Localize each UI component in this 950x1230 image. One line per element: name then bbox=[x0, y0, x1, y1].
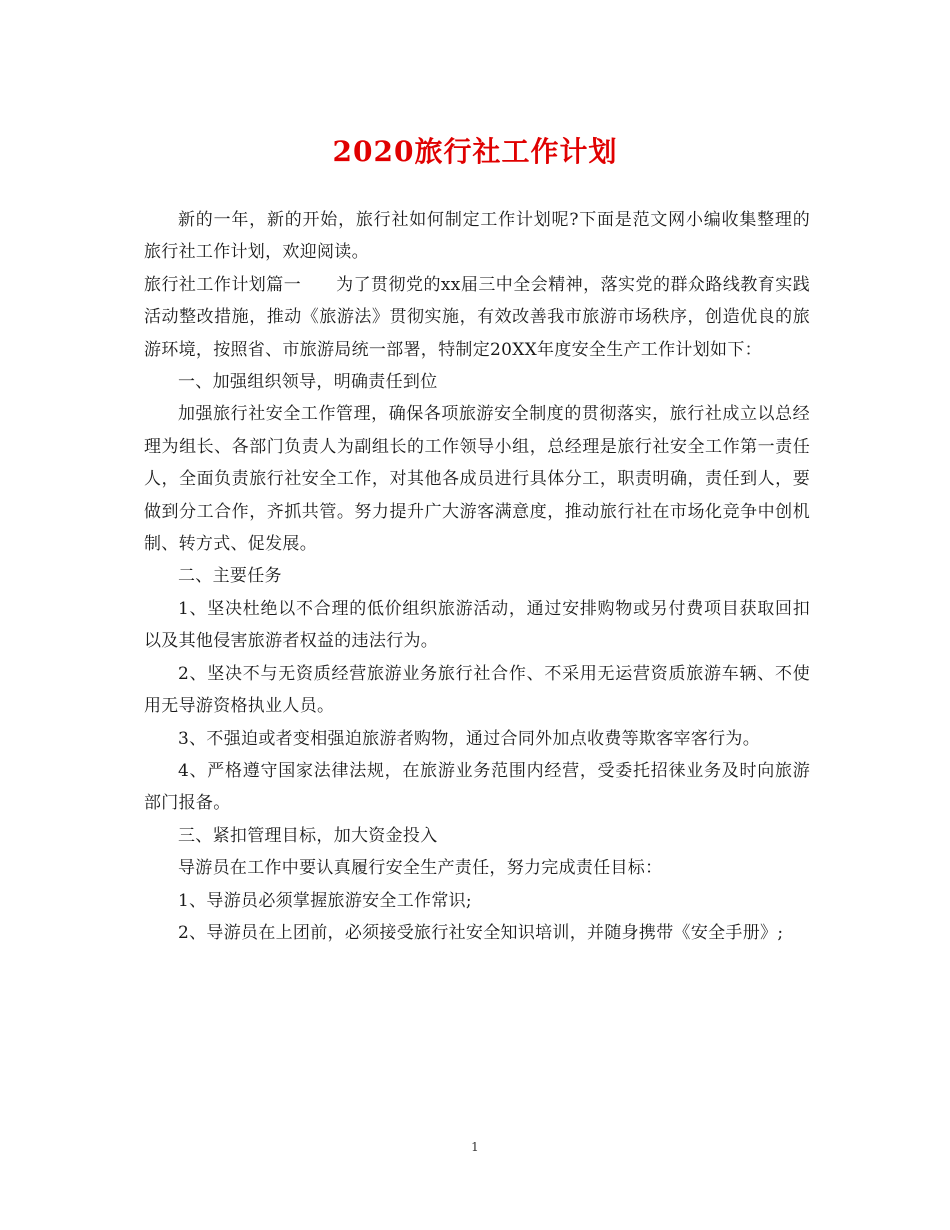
paragraph-plan-one: 旅行社工作计划篇一 为了贯彻党的xx届三中全会精神，落实党的群众路线教育实践活动整改措施，推动《旅游法》贯彻实施，有效改善我市旅游市场秩序，创造优良的旅游环境，按照省、市旅游局统一部署，特制定20XX年度安全生产工作计划如下： bbox=[144, 274, 810, 360]
paragraph-intro: 新的一年，新的开始，旅行社如何制定工作计划呢?下面是范文网小编收集整理的旅行社工作计划，欢迎阅读。 bbox=[144, 210, 810, 263]
list-item-guide-2: 2、导游员在上团前，必须接受旅行社安全知识培训，并随身携带《安全手册》; bbox=[178, 922, 784, 943]
list-item-guide-1: 1、导游员必须掌握旅游安全工作常识; bbox=[178, 890, 472, 911]
list-item-task-2: 2、坚决不与无资质经营旅游业务旅行社合作、不采用无运营资质旅游车辆、不使用无导游资格执业人员。 bbox=[144, 663, 810, 717]
paragraph-section-three: 导游员在工作中要认真履行安全生产责任，努力完成责任目标： bbox=[178, 858, 663, 879]
list-item-task-1: 1、坚决杜绝以不合理的低价组织旅游活动，通过安排购物或另付费项目获取回扣以及其他侵害旅游者权益的违法行为。 bbox=[144, 598, 810, 652]
page-number: 1 bbox=[471, 1140, 479, 1154]
list-item-task-4: 4、严格遵守国家法律法规，在旅游业务范围内经营，受委托招徕业务及时向旅游部门报备。 bbox=[144, 760, 810, 814]
heading-section-two: 二、主要任务 bbox=[178, 566, 282, 587]
heading-section-one: 一、加强组织领导，明确责任到位 bbox=[178, 372, 438, 393]
paragraph-section-one: 加强旅行社安全工作管理，确保各项旅游安全制度的贯彻落实，旅行社成立以总经理为组长、各部门负责人为副组长的工作领导小组，总经理是旅行社安全工作第一责任人，全面负责旅行社安全工作，对其他各成员进行具体分工，职责明确，责任到人，要做到分工合作，齐抓共管。努力提升广大游客满意度，推动旅行社在市场化竞争中创机制、转方式、促发展。 bbox=[144, 404, 810, 555]
list-item-task-3: 3、不强迫或者变相强迫旅游者购物，通过合同外加点收费等欺客宰客行为。 bbox=[178, 728, 761, 749]
document-body bbox=[144, 204, 810, 949]
document-title: 2020旅行社工作计划 bbox=[332, 135, 618, 168]
heading-section-three: 三、紧扣管理目标，加大资金投入 bbox=[178, 825, 438, 846]
